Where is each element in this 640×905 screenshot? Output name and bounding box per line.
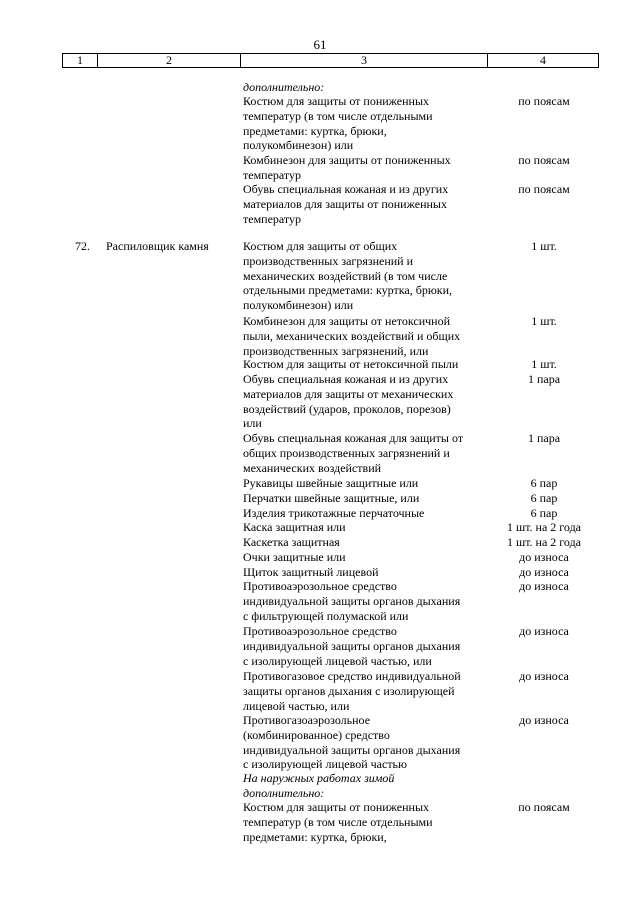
description-line: общих производственных загрязнений и	[243, 445, 450, 460]
issue-norm: до износа	[519, 669, 569, 683]
issue-norm: до износа	[519, 579, 569, 593]
description-line: полукомбинезон) или	[243, 138, 354, 153]
issue-norm: 6 пар	[530, 506, 558, 520]
issue-norm: по поясам	[518, 800, 570, 814]
description-line: дополнительно:	[243, 785, 325, 800]
issue-norm: 1 шт. на 2 года	[506, 535, 582, 549]
description-line: Костюм для защиты от нетоксичной пыли	[243, 357, 459, 371]
issue-norm: до износа	[519, 565, 569, 579]
column-header-1: 1	[63, 54, 98, 67]
description-line: индивидуальной защиты органов дыхания	[243, 742, 461, 757]
issue-norm: 1 шт. на 2 года	[506, 520, 582, 534]
description-line: Каска защитная или	[243, 520, 346, 534]
item-description	[243, 491, 488, 506]
description-line: или	[243, 416, 262, 431]
description-line: защиты органов дыхания с изолирующей	[243, 683, 455, 698]
description-line: предметами: куртка, брюки,	[243, 829, 387, 844]
description-line: Противогазоаэрозольное	[243, 713, 371, 727]
description-line: механических воздействий (в том числе	[243, 268, 448, 283]
description-line: Обувь специальная кожаная и из других	[243, 182, 449, 196]
description-line: материалов для защиты от механических	[243, 386, 454, 401]
description-line: Противоаэрозольное средство	[243, 624, 397, 638]
description-line: Обувь специальная кожаная и из других	[243, 372, 449, 386]
description-line: с изолирующей лицевой частью, или	[243, 653, 432, 668]
column-header-2: 2	[98, 54, 241, 67]
item-description	[243, 182, 488, 226]
description-line: полукомбинезон) или	[243, 298, 354, 313]
issue-norm: по поясам	[518, 153, 570, 167]
description-line: (комбинированное) средство	[243, 727, 390, 742]
column-header-row	[62, 53, 599, 68]
issue-norm: 1 шт.	[531, 357, 557, 371]
page-number: 61	[313, 37, 327, 52]
issue-norm: до износа	[519, 713, 569, 727]
issue-norm: до износа	[519, 624, 569, 638]
profession-name: Распиловщик камня	[106, 239, 209, 253]
column-header-3: 3	[241, 54, 488, 67]
description-line: производственных загрязнений и	[243, 253, 414, 268]
issue-norm: 1 шт.	[531, 314, 557, 328]
issue-norm: 1 пара	[527, 372, 561, 386]
description-line: материалов для защиты от пониженных	[243, 196, 447, 211]
description-line: Противогазовое средство индивидуальной	[243, 669, 461, 683]
column-header-4: 4	[540, 53, 546, 67]
issue-norm: по поясам	[518, 182, 570, 196]
description-line: Обувь специальная кожаная для защиты от	[243, 431, 464, 445]
description-line: Щиток защитный лицевой	[243, 565, 379, 579]
item-description	[243, 94, 488, 153]
issue-norm: 6 пар	[530, 476, 558, 490]
item-description	[243, 153, 488, 183]
description-line: На наружных работах зимой	[243, 771, 395, 785]
item-description	[243, 506, 488, 521]
item-description	[243, 800, 488, 844]
description-line: температур	[243, 167, 302, 182]
description-line: Костюм для защиты от пониженных	[243, 94, 430, 108]
description-line: Изделия трикотажные перчаточные	[243, 506, 425, 520]
item-description	[243, 624, 488, 668]
item-description	[243, 80, 488, 95]
description-line: Рукавицы швейные защитные или	[243, 476, 419, 490]
description-line: температур (в том числе отдельными	[243, 108, 433, 123]
item-description	[243, 550, 488, 565]
item-description	[243, 579, 488, 623]
description-line: Очки защитные или	[243, 550, 346, 564]
issue-norm: по поясам	[518, 94, 570, 108]
issue-norm: 1 шт.	[531, 239, 557, 253]
description-line: температур (в том числе отдельными	[243, 814, 433, 829]
item-description	[243, 239, 488, 313]
description-line: предметами: куртка, брюки,	[243, 123, 387, 138]
item-description	[243, 565, 488, 580]
description-line: Противоаэрозольное средство	[243, 579, 397, 593]
item-description	[243, 431, 488, 475]
item-description	[243, 357, 488, 372]
item-description	[243, 669, 488, 713]
description-line: механических воздействий	[243, 460, 382, 475]
row-number: 72.	[75, 239, 90, 253]
description-line: отдельными предметами: куртка, брюки,	[243, 283, 453, 298]
description-line: индивидуальной защиты органов дыхания	[243, 638, 461, 653]
description-line: температур	[243, 211, 302, 226]
description-line: индивидуальной защиты органов дыхания	[243, 593, 461, 608]
issue-norm: 1 пара	[527, 431, 561, 445]
description-line: Комбинезон для защиты от пониженных	[243, 153, 451, 167]
issue-norm: до износа	[519, 550, 569, 564]
item-description	[243, 535, 488, 550]
description-line: Костюм для защиты от общих	[243, 239, 398, 253]
description-line: Каскетка защитная	[243, 535, 340, 549]
description-line: воздействий (ударов, проколов, порезов)	[243, 401, 451, 416]
issue-norm: 6 пар	[530, 491, 558, 505]
description-line: с фильтрующей полумаской или	[243, 608, 409, 623]
description-line: Перчатки швейные защитные, или	[243, 491, 420, 505]
description-line: Комбинезон для защиты от нетоксичной	[243, 314, 451, 328]
description-line: пыли, механических воздействий и общих	[243, 328, 461, 343]
item-description	[243, 372, 488, 431]
description-line: дополнительно:	[243, 80, 325, 94]
description-line: производственных загрязнений, или	[243, 343, 429, 358]
description-line: лицевой частью, или	[243, 698, 350, 713]
item-description	[243, 520, 488, 535]
description-line: Костюм для защиты от пониженных	[243, 800, 430, 814]
item-description	[243, 314, 488, 358]
description-line: с изолирующей лицевой частью	[243, 757, 407, 772]
item-description	[243, 771, 488, 801]
item-description	[243, 476, 488, 491]
item-description	[243, 713, 488, 772]
